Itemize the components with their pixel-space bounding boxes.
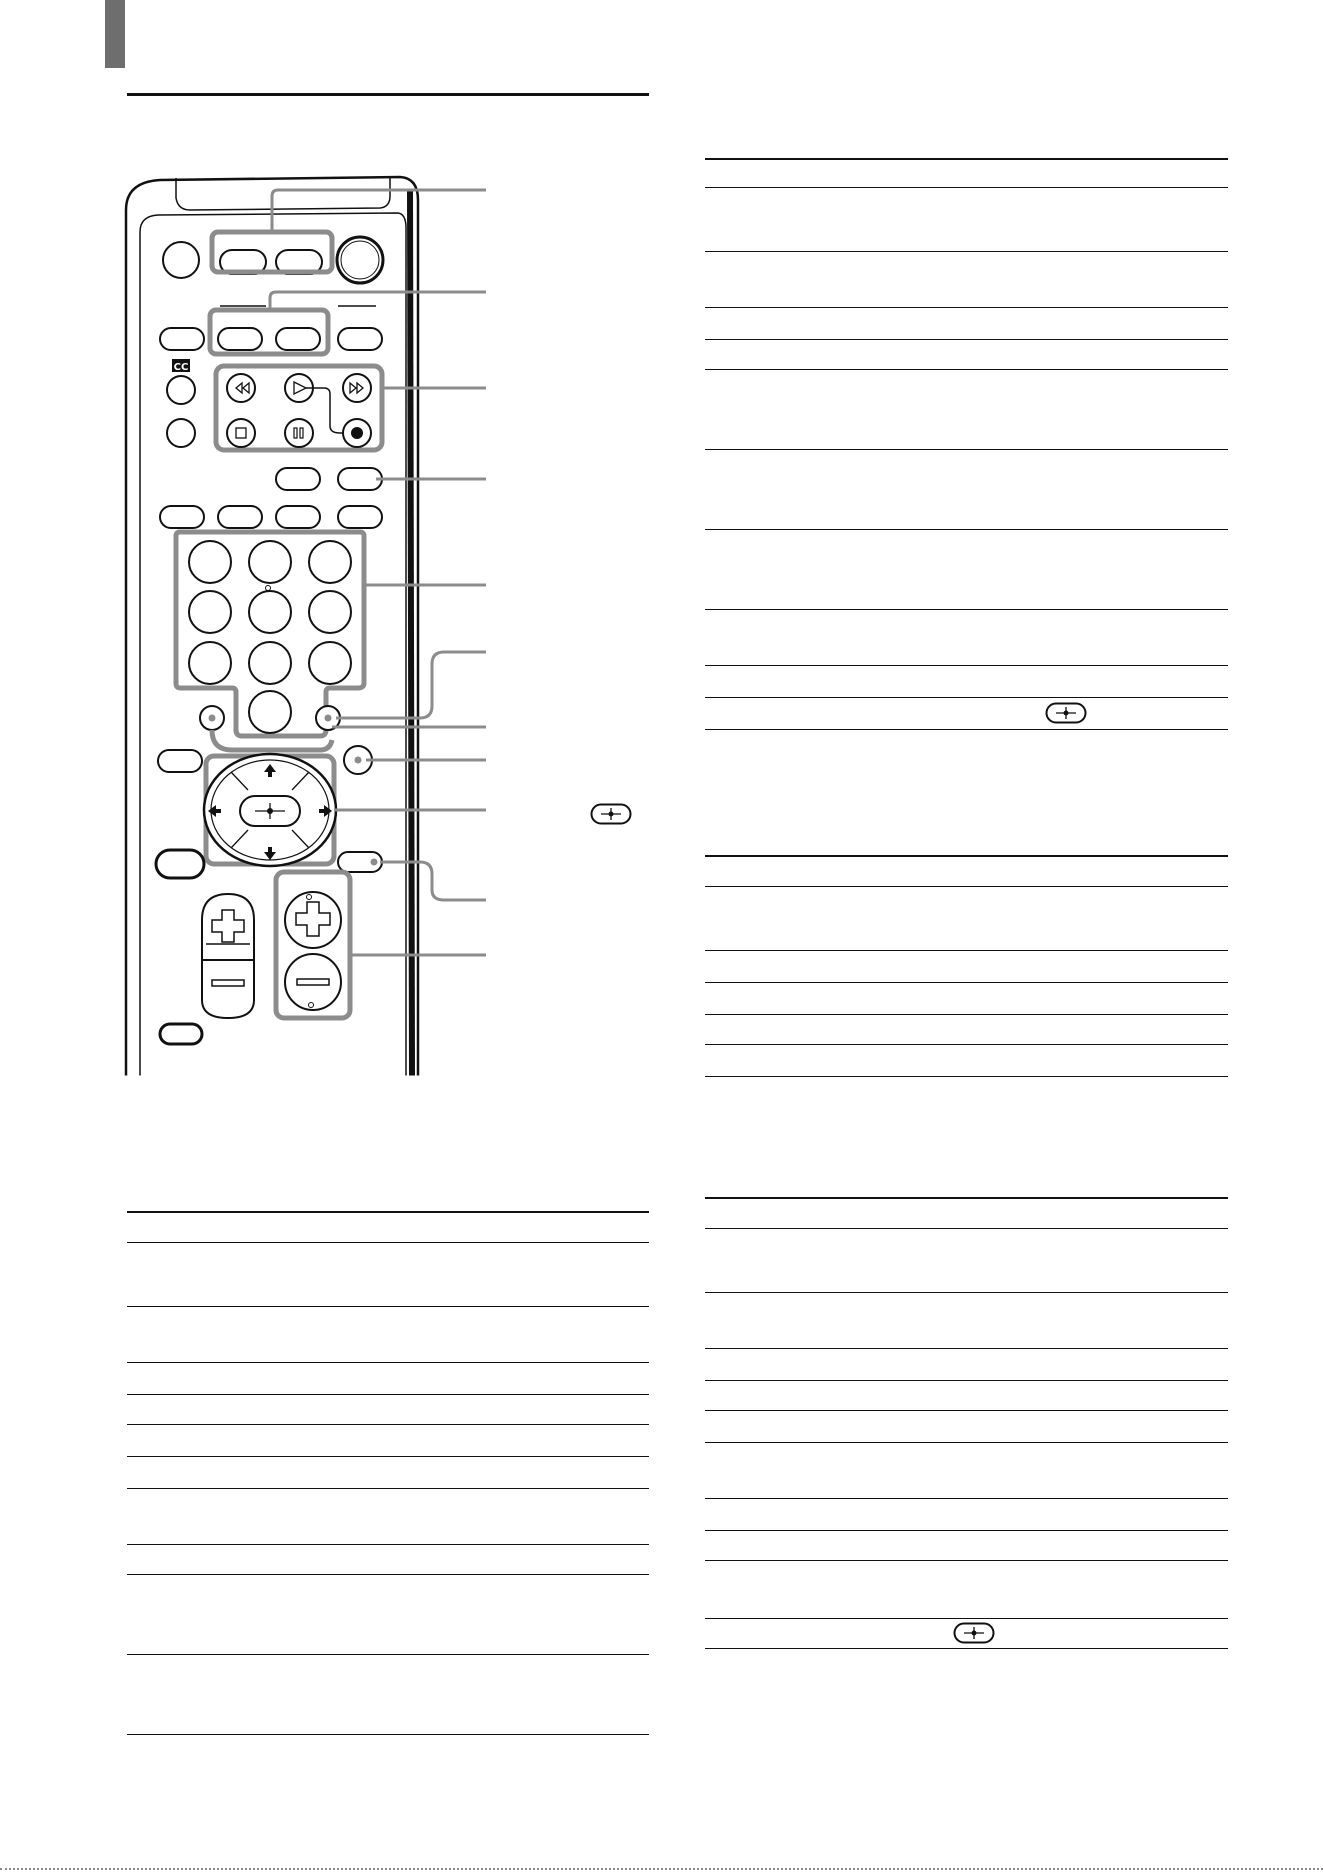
table-row <box>705 1619 1228 1649</box>
table-row <box>705 252 1228 308</box>
table-row <box>705 1411 1228 1443</box>
digit-2-button[interactable] <box>249 541 291 583</box>
stop-button[interactable] <box>227 419 255 447</box>
table-4 <box>127 1211 649 1736</box>
power-button[interactable] <box>337 237 383 283</box>
joystick-side-button-left[interactable] <box>158 750 202 772</box>
table-row <box>127 1307 649 1363</box>
table-row <box>705 1499 1228 1531</box>
digit-5-button[interactable] <box>249 591 291 633</box>
joystick-pad[interactable] <box>204 754 336 866</box>
table-row <box>705 857 1228 887</box>
mode-oval-button-1[interactable] <box>160 506 204 528</box>
table-row <box>127 1457 649 1489</box>
table-3 <box>705 1197 1228 1650</box>
jog-center-icon <box>590 803 632 825</box>
numeric-keypad <box>176 532 364 736</box>
table-row <box>127 1655 649 1735</box>
table-row <box>705 1349 1228 1381</box>
table-row <box>705 1443 1228 1499</box>
jog-center-icon <box>1045 702 1087 724</box>
function-oval-button-1[interactable] <box>160 328 204 350</box>
mode-oval-button-4[interactable] <box>338 506 382 528</box>
fast-forward-button[interactable] <box>343 374 371 402</box>
table-2 <box>705 855 1228 1077</box>
table-row <box>705 160 1228 188</box>
table-1 <box>705 158 1228 733</box>
bottom-small-oval-button[interactable] <box>160 1024 202 1044</box>
digit-3-button[interactable] <box>309 541 351 583</box>
record-button[interactable] <box>343 419 371 447</box>
cc-label: CC <box>173 362 189 373</box>
table-row <box>127 1425 649 1457</box>
table-row <box>705 887 1228 951</box>
table-row <box>705 1045 1228 1077</box>
digit-0-button[interactable] <box>249 691 291 733</box>
aux-round-button[interactable] <box>167 419 195 447</box>
function-oval-button-3[interactable] <box>276 328 320 350</box>
table-row <box>705 698 1228 730</box>
table-row <box>127 1213 649 1243</box>
table-row <box>127 1243 649 1307</box>
table-row <box>127 1545 649 1575</box>
table-row <box>705 1293 1228 1349</box>
table-row <box>127 1575 649 1655</box>
table-row <box>705 1531 1228 1561</box>
remote-control-illustration <box>0 0 700 1090</box>
digit-9-button[interactable] <box>309 642 351 684</box>
small-oval-button-2[interactable] <box>338 468 382 490</box>
table-row <box>705 530 1228 610</box>
table-row <box>705 610 1228 666</box>
table-row <box>705 983 1228 1015</box>
table-row <box>705 308 1228 340</box>
digit-1-button[interactable] <box>189 541 231 583</box>
table-row <box>705 450 1228 530</box>
jog-center-icon <box>953 1622 995 1644</box>
table-row <box>705 1199 1228 1229</box>
small-oval-button-1[interactable] <box>276 468 320 490</box>
mode-oval-button-2[interactable] <box>218 506 262 528</box>
table-row <box>705 1561 1228 1619</box>
table-row <box>705 951 1228 983</box>
cc-button[interactable] <box>167 376 195 404</box>
function-oval-button-4[interactable] <box>338 328 382 350</box>
table-row <box>705 1015 1228 1045</box>
table-row <box>705 370 1228 450</box>
table-row <box>705 340 1228 370</box>
table-row <box>705 188 1228 252</box>
volume-rocker[interactable] <box>202 894 254 1018</box>
table-row <box>705 1229 1228 1293</box>
page-bottom-edge <box>0 1868 1323 1872</box>
digit-8-button[interactable] <box>249 642 291 684</box>
joystick-lower-left-button[interactable] <box>156 850 204 878</box>
digit-6-button[interactable] <box>309 591 351 633</box>
table-row <box>705 1381 1228 1411</box>
function-oval-button-2[interactable] <box>218 328 262 350</box>
table-row <box>705 666 1228 698</box>
top-left-round-button[interactable] <box>163 242 199 278</box>
channel-rocker[interactable] <box>276 872 350 1018</box>
table-row <box>127 1363 649 1395</box>
table-row <box>127 1489 649 1545</box>
digit-4-button[interactable] <box>189 591 231 633</box>
table-row <box>127 1395 649 1425</box>
mode-oval-button-3[interactable] <box>276 506 320 528</box>
pause-button[interactable] <box>285 419 313 447</box>
rewind-button[interactable] <box>227 374 255 402</box>
digit-7-button[interactable] <box>189 642 231 684</box>
